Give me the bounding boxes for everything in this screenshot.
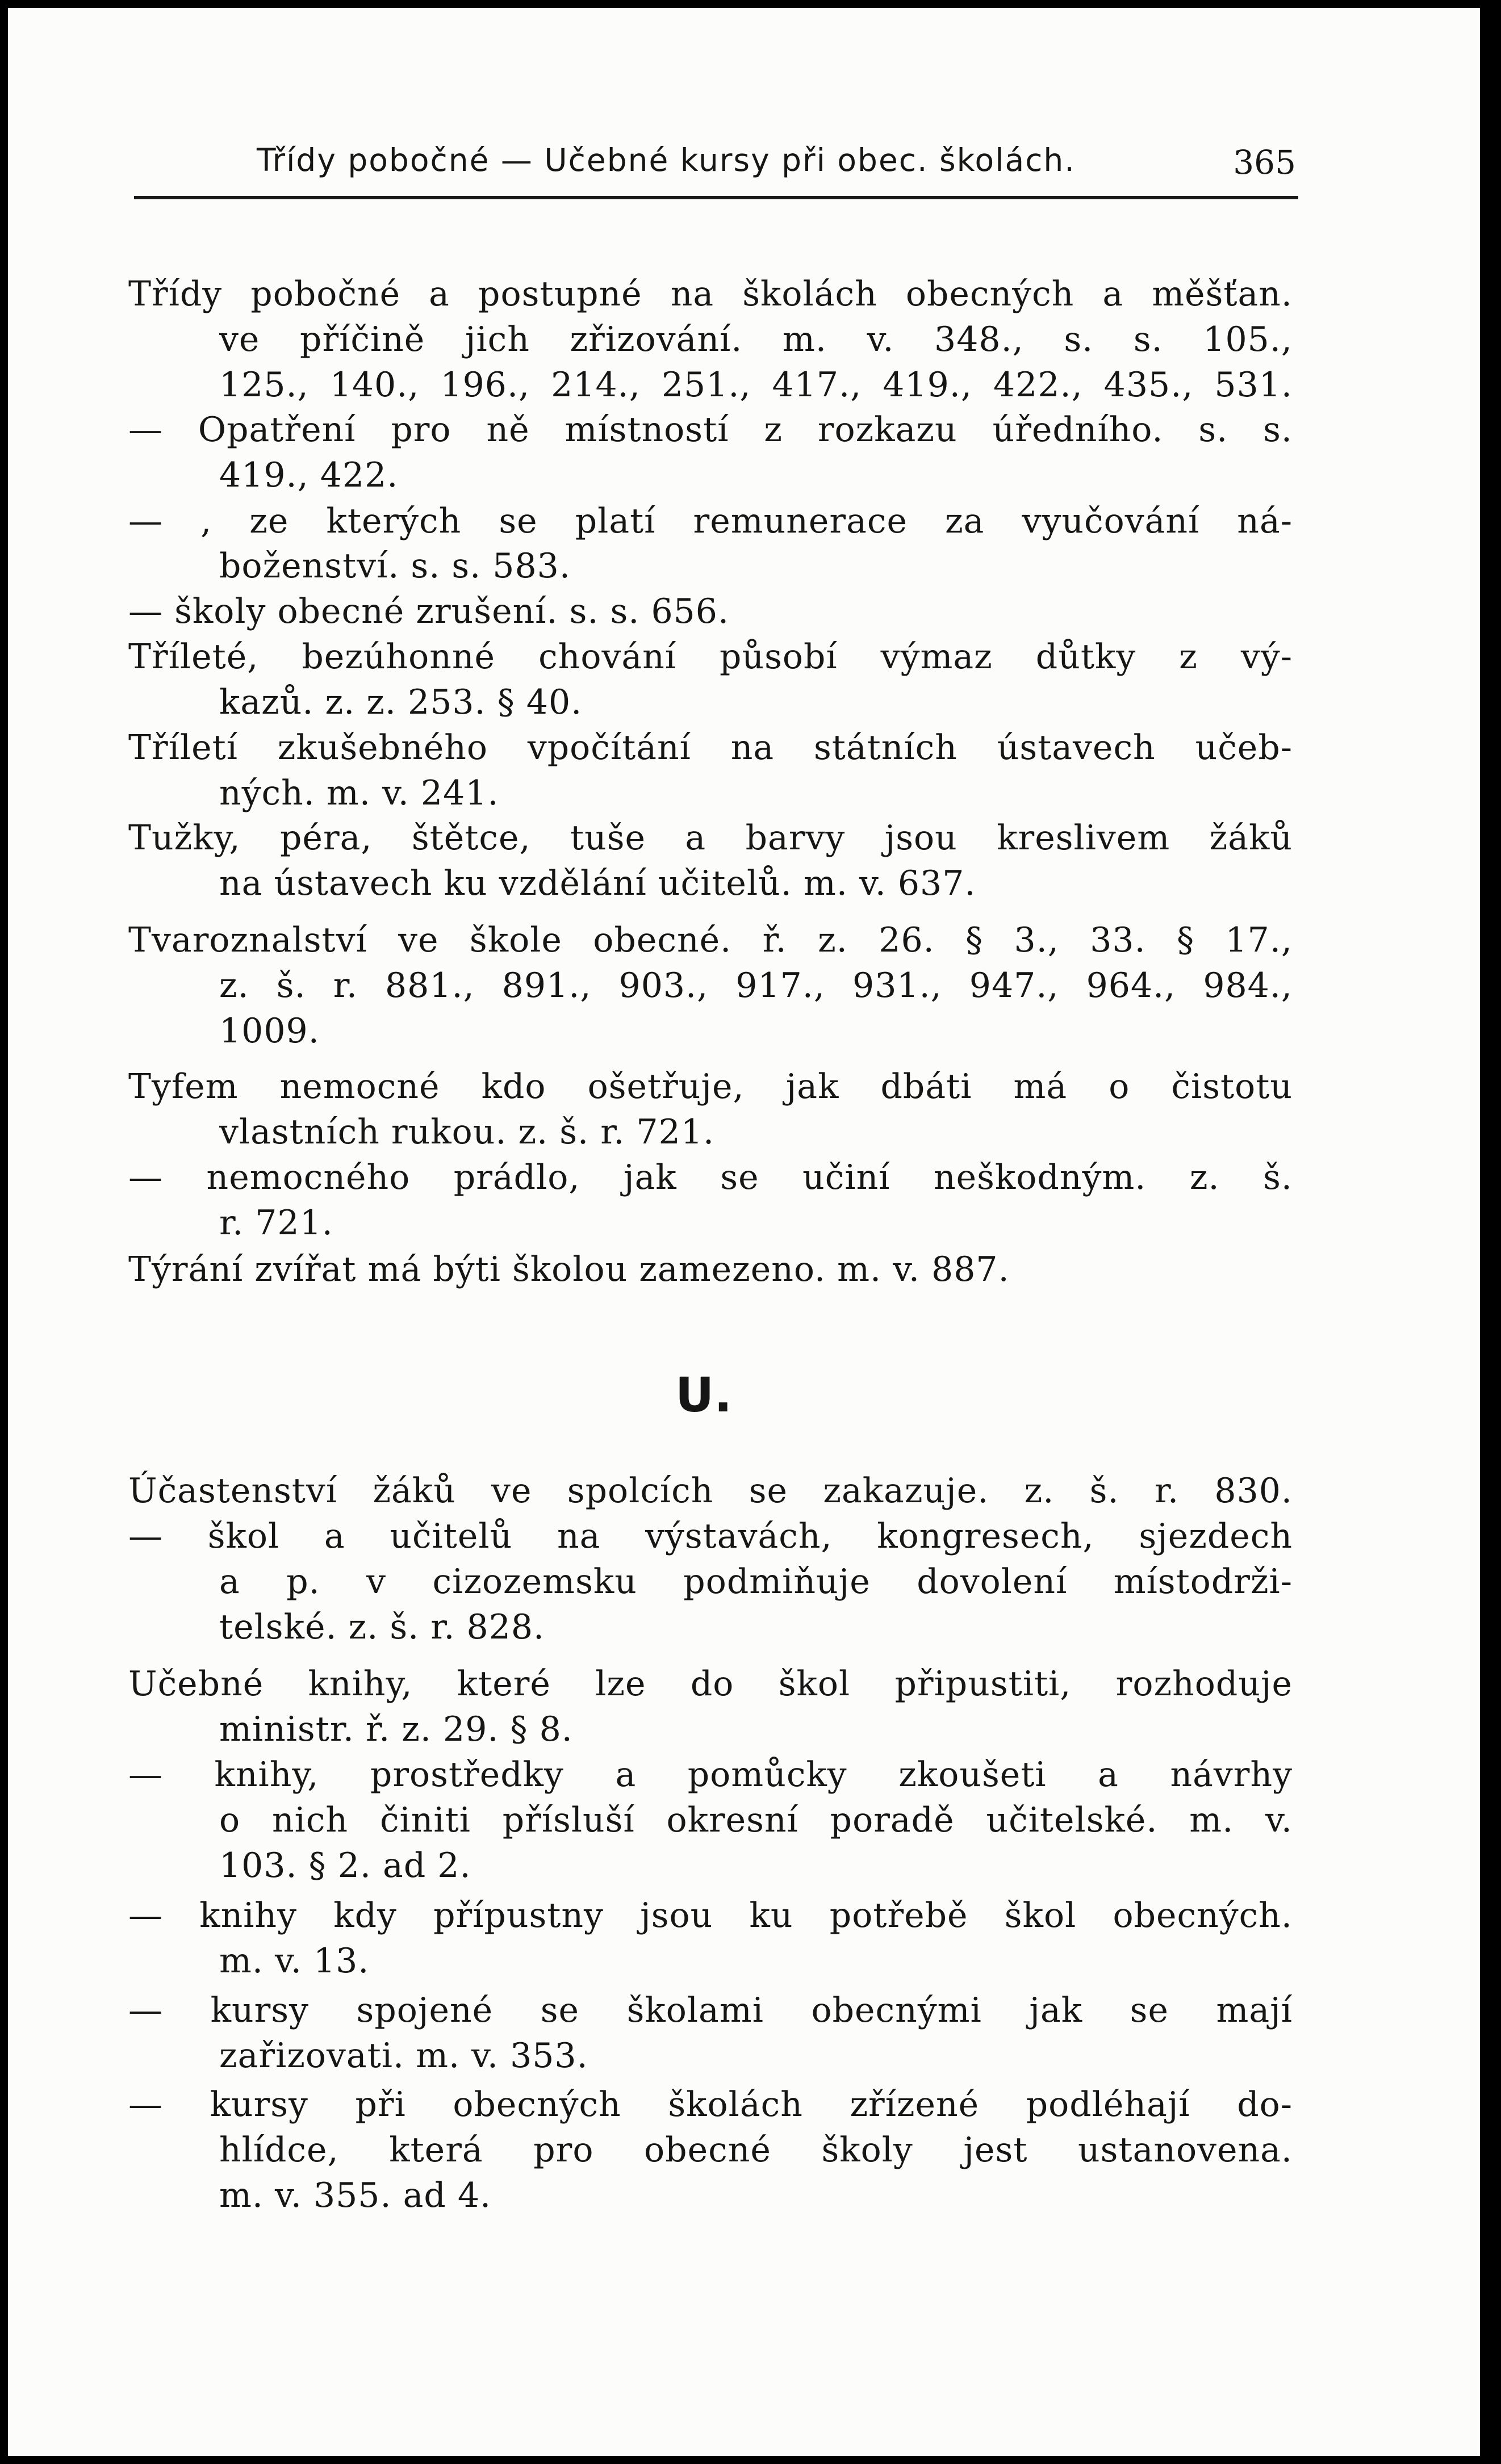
index-line: na ústavech ku vzdělání učitelů. m. v. 637.	[219, 864, 976, 903]
index-line: o nich činiti přísluší okresní poradě učitelské. m. v.	[219, 1800, 1293, 1840]
index-line: m. v. 355. ad 4.	[219, 2176, 492, 2215]
index-line: vlastních rukou. z. š. r. 721.	[219, 1112, 715, 1152]
index-line: Třídy pobočné a postupné na školách obecných a měšťan.	[128, 274, 1293, 314]
index-line: kazů. z. z. 253. § 40.	[219, 682, 583, 722]
index-line: Účastenství žáků ve spolcích se zakazuje. z. š. r. 830.	[128, 1471, 1293, 1511]
index-line: telské. z. š. r. 828.	[219, 1607, 545, 1647]
index-text	[8, 8, 1480, 2456]
page-number: 365	[1233, 143, 1296, 182]
index-line: Tříletí zkušebného vpočítání na státních ústavech učeb-	[128, 728, 1293, 768]
index-line: ve příčině jich zřizování. m. v. 348., s. s. 105.,	[219, 320, 1293, 359]
index-line: ných. m. v. 241.	[219, 773, 499, 813]
index-line: 103. § 2. ad 2.	[219, 1846, 471, 1885]
index-line: ministr. ř. z. 29. § 8.	[219, 1709, 573, 1749]
index-line: Týrání zvířat má býti školou zamezeno. m. v. 887.	[128, 1250, 1010, 1289]
index-line: z. š. r. 881., 891., 903., 917., 931., 947., 964., 984.,	[219, 966, 1293, 1005]
index-line: m. v. 13.	[219, 1941, 370, 1981]
running-title: Třídy pobočné — Učebné kursy při obec. školách.	[257, 142, 1076, 178]
index-line: a p. v cizozemsku podmiňuje dovolení místodrži-	[219, 1562, 1293, 1602]
index-line: — škol a učitelů na výstavách, kongresech, sjezdech	[128, 1516, 1293, 1556]
index-line: — , ze kterých se platí remunerace za vyučování ná-	[128, 501, 1293, 541]
index-line: Tvaroznalství ve škole obecné. ř. z. 26. § 3., 33. § 17.,	[128, 920, 1293, 960]
index-line: boženství. s. s. 583.	[219, 546, 571, 586]
index-line: Tužky, péra, štětce, tuše a barvy jsou kreslivem žáků	[128, 818, 1293, 858]
index-line: 125., 140., 196., 214., 251., 417., 419., 422., 435., 531.	[219, 365, 1293, 405]
index-line: 419., 422.	[219, 455, 399, 495]
index-line: Učebné knihy, které lze do škol připustiti, rozhoduje	[128, 1664, 1293, 1704]
index-line: — Opatření pro ně místností z rozkazu úředního. s. s.	[128, 410, 1293, 450]
index-line: r. 721.	[219, 1203, 333, 1243]
index-line: 1009.	[219, 1011, 320, 1051]
index-line: hlídce, která pro obecné školy jest ustanovena.	[219, 2130, 1293, 2170]
index-line: — nemocného prádlo, jak se učiní neškodným. z. š.	[128, 1158, 1293, 1197]
index-line: — kursy spojené se školami obecnými jak se mají	[128, 1991, 1293, 2030]
index-line: — školy obecné zrušení. s. s. 656.	[128, 592, 730, 631]
book-page	[8, 8, 1480, 2456]
section-letter: U.	[675, 1367, 733, 1423]
index-line: — knihy, prostředky a pomůcky zkoušeti a návrhy	[128, 1755, 1293, 1795]
index-line: Tříleté, bezúhonné chování působí výmaz důtky z vý-	[128, 637, 1293, 677]
index-line: Tyfem nemocné kdo ošetřuje, jak dbáti má o čistotu	[128, 1067, 1293, 1107]
index-line: — kursy při obecných školách zřízené podléhají do-	[128, 2085, 1293, 2124]
index-line: zařizovati. m. v. 353.	[219, 2036, 588, 2076]
index-line: — knihy kdy přípustny jsou ku potřebě škol obecných.	[128, 1896, 1293, 1935]
